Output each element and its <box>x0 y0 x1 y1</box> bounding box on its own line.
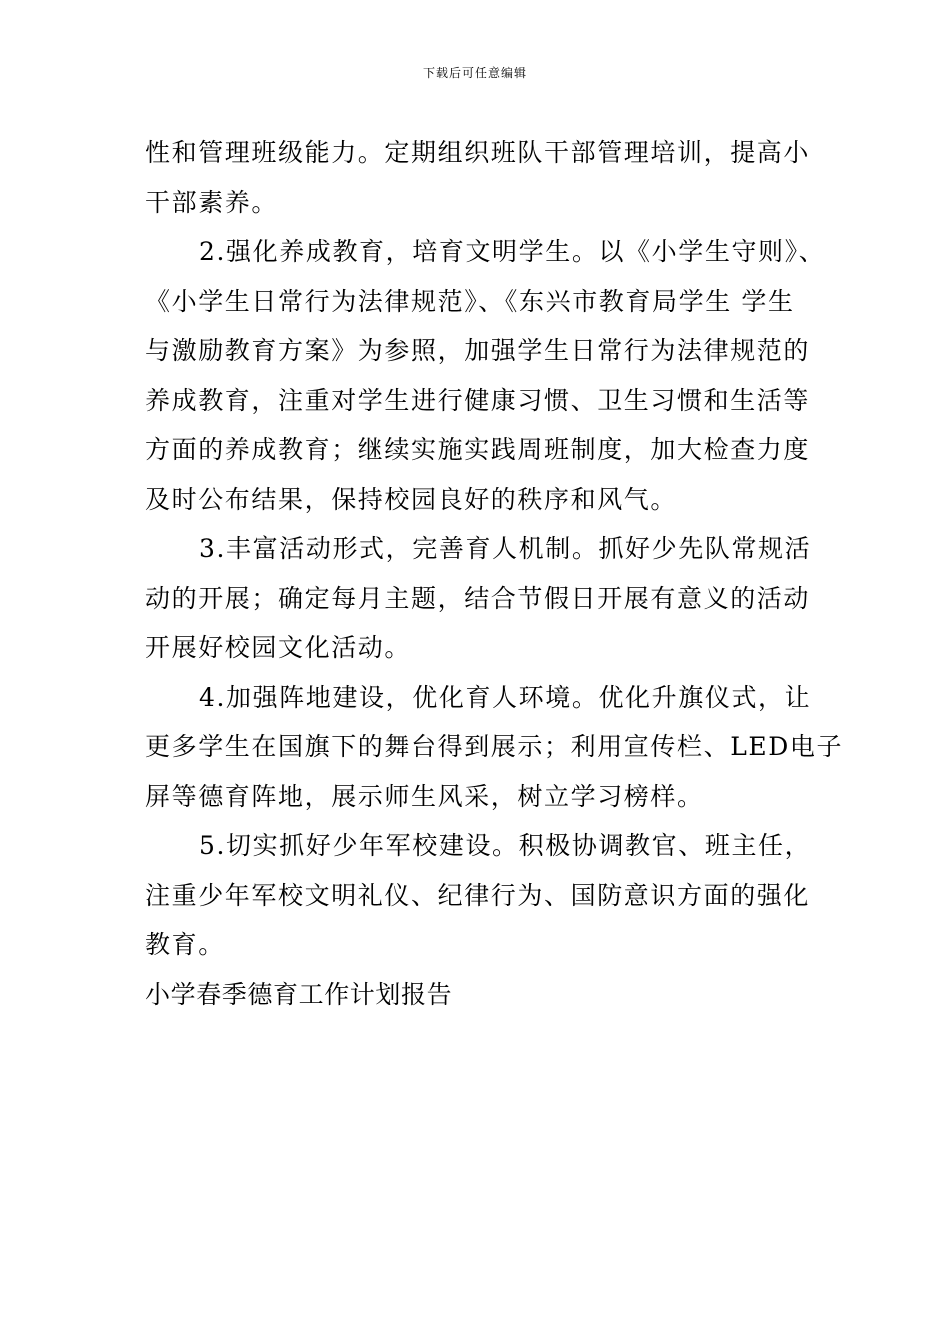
paragraph-item-3-start: 3.丰富活动形式，完善育人机制。抓好少先队常规活 <box>199 534 812 563</box>
body-line: 更多学生在国旗下的舞台得到展示；利用宣传栏、LED电子 <box>145 732 844 761</box>
body-line: 方面的养成教育；继续实施实践周班制度，加大检查力度 <box>145 435 811 464</box>
body-line: 与激励教育方案》为参照，加强学生日常行为法律规范的 <box>145 336 811 365</box>
body-line: 屏等德育阵地，展示师生风采，树立学习榜样。 <box>145 781 704 811</box>
document-body <box>145 128 844 1019</box>
page-header: 下载后可任意编辑 <box>422 66 527 80</box>
body-line: 教育。 <box>145 930 225 959</box>
paragraph-item-5-start: 5.切实抓好少年军校建设。积极协调教官、班主任， <box>199 831 812 860</box>
body-line: 及时公布结果，保持校园良好的秩序和风气。 <box>145 484 678 514</box>
paragraph-item-4-start: 4.加强阵地建设，优化育人环境。优化升旗仪式，让 <box>199 682 812 712</box>
body-line: 动的开展；确定每月主题，结合节假日开展有意义的活动 <box>145 583 811 613</box>
body-line: 注重少年军校文明礼仪、纪律行为、国防意识方面的强化 <box>145 880 811 910</box>
body-line: 性和管理班级能力。定期组织班队干部管理培训，提高小 <box>145 138 811 167</box>
body-line: 开展好校园文化活动。 <box>145 633 412 662</box>
body-line: 《小学生日常行为法律规范》、《东兴市教育局学生 学生 <box>145 286 795 316</box>
document-title: 小学春季德育工作计划报告 <box>145 979 453 1009</box>
body-line: 干部素养。 <box>145 187 279 217</box>
paragraph-item-2-start: 2.强化养成教育，培育文明学生。以《小学生守则》、 <box>199 237 826 266</box>
body-line: 养成教育，注重对学生进行健康习惯、卫生习惯和生活等 <box>145 385 811 415</box>
